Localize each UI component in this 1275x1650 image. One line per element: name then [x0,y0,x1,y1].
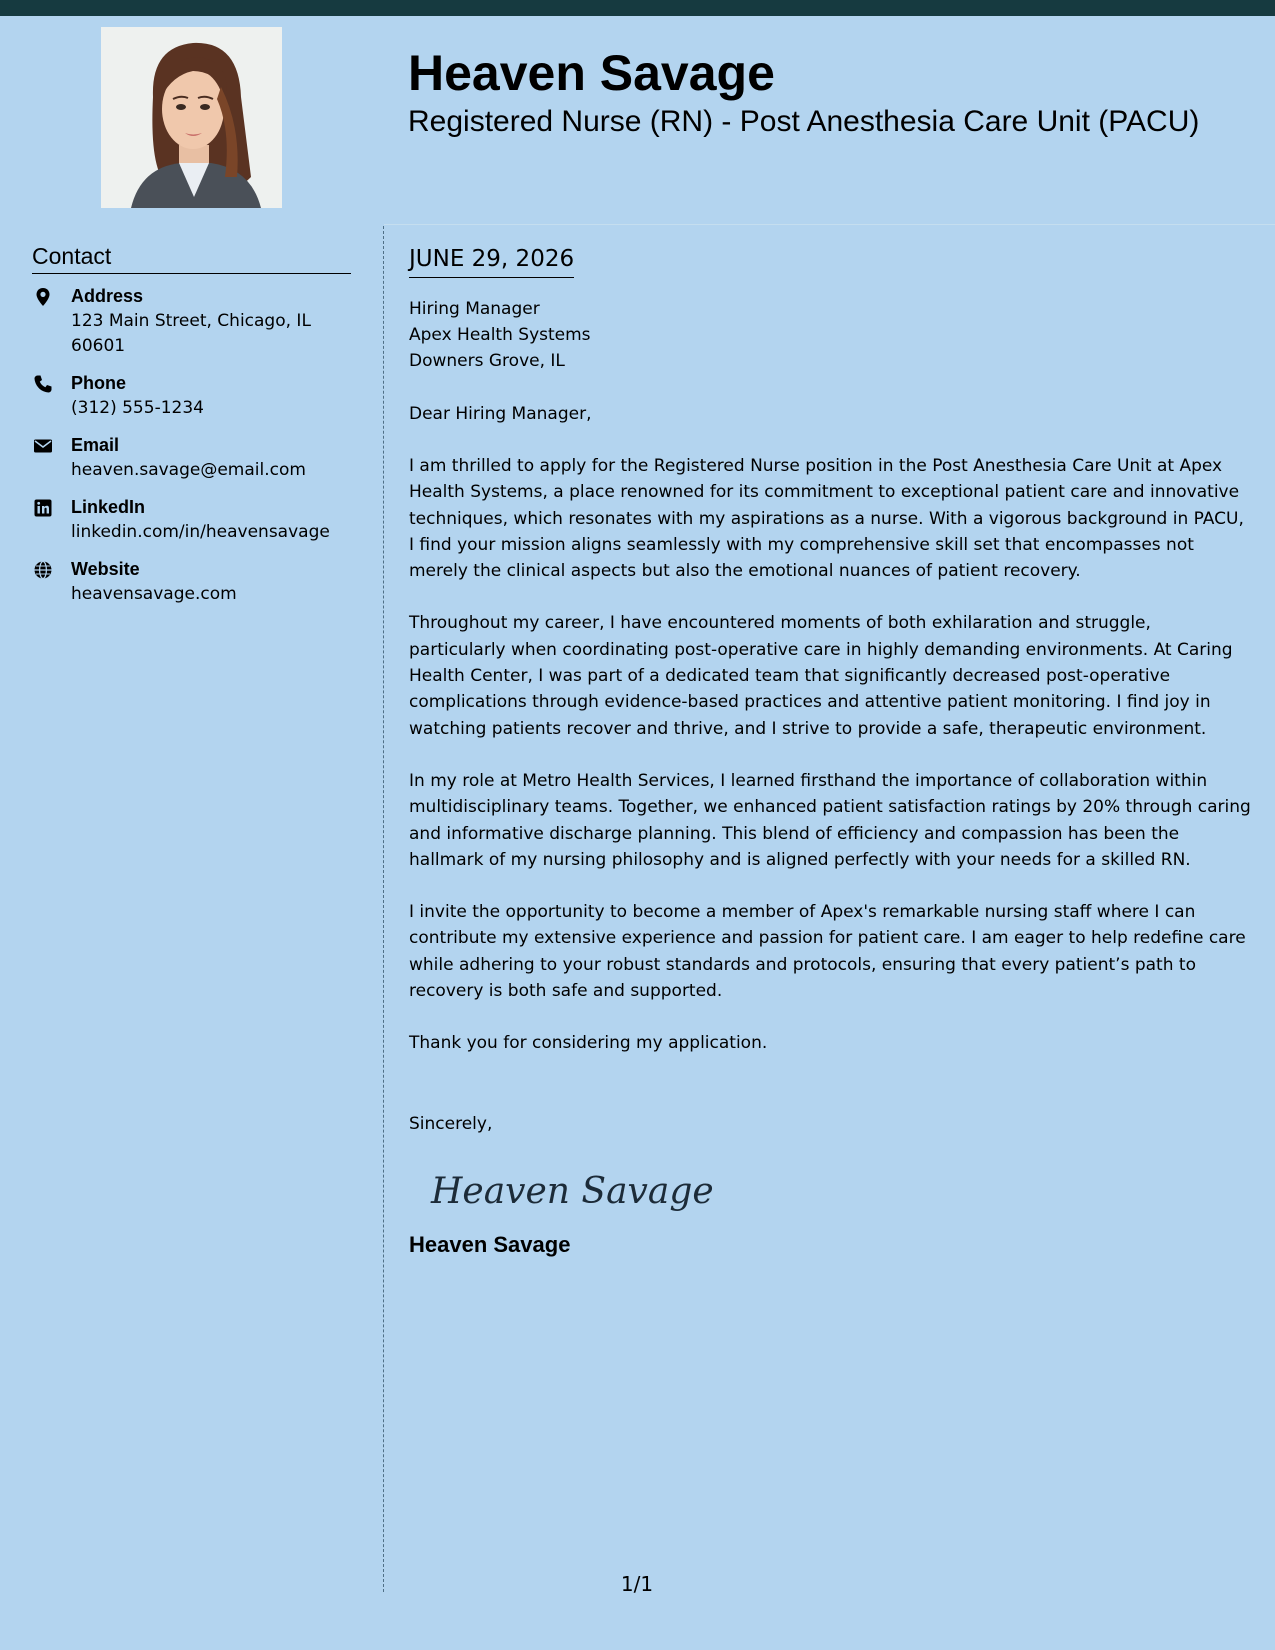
contact-label: Address [71,286,144,306]
phone-icon [33,374,53,394]
cover-letter [409,244,1251,1259]
salutation: Dear Hiring Manager, [409,404,592,424]
body-paragraph: I invite the opportunity to become a member of Apex's remarkable nursing staff where I can contribute my extensive experience and passion for patient care. I am eager to help redefine care while adhering to your robust standards and protocols, ensuring that every patient’s path to recovery is both safe and supported. [409,902,1246,1002]
contact-sidebar [32,241,351,619]
contact-value: 123 Main Street, Chicago, IL 60601 [71,311,311,356]
body-paragraph: In my role at Metro Health Services, I learned firsthand the importance of collaboration within multidisciplinary teams. Together, we enhanced patient satisfaction ratings by 20% through caring and informative discharge planning. This blend of efficiency and compassion has been the hallmark of my nursing philosophy and is aligned perfectly with your needs for a skilled RN. [409,770,1251,870]
contact-item-phone [32,371,351,421]
contact-heading: Contact [32,241,351,274]
recipient-line: Hiring Manager [409,299,540,319]
top-bar [0,0,1275,16]
map-pin-icon [33,287,53,307]
body-paragraph: Throughout my career, I have encountered moments of both exhilaration and struggle, particularly when coordinating post-operative care in highly demanding environments. At Caring Health Center, I was part of a dedicated team that significantly decreased post-operative complications through evidence-based practices and attentive patient monitoring. I find joy in watching patients recover and thrive, and I strive to provide a safe, therapeutic environment. [409,613,1233,739]
contact-label: Website [71,559,140,579]
recipient-line: Apex Health Systems [409,325,591,345]
contact-value: heavensavage.com [71,584,237,604]
signer-name: Heaven Savage [409,1231,571,1257]
envelope-icon [33,436,53,456]
header-name: Heaven Savage [408,45,775,101]
page-number: 1/1 [620,1572,654,1596]
header-title: Registered Nurse (RN) - Post Anesthesia Care Unit (PACU) [408,105,1200,138]
contact-item-linkedin [32,495,351,545]
contact-label: Email [71,435,120,455]
svg-text:Heaven Savage: Heaven Savage [431,1170,714,1212]
recipient-block [409,296,1251,374]
header-divider [384,224,1275,225]
contact-value: (312) 555-1234 [71,398,204,418]
contact-value: heaven.savage@email.com [71,460,306,480]
handwritten-signature [429,1159,714,1219]
recipient-line: Downers Grove, IL [409,351,565,371]
contact-item-address [32,284,351,359]
globe-icon [33,560,53,580]
body-paragraph: Thank you for considering my application. [409,1033,768,1054]
contact-value: linkedin.com/in/heavensavage [71,522,330,542]
letter-date: JUNE 29, 2026 [409,244,574,278]
contact-item-website [32,557,351,607]
linkedin-icon [33,498,53,518]
contact-label: LinkedIn [71,497,146,517]
contact-item-email [32,433,351,483]
closing: Sincerely, [409,1113,493,1134]
column-divider [383,226,384,1592]
contact-label: Phone [71,373,127,393]
profile-photo [101,27,282,208]
body-paragraph: I am thrilled to apply for the Registered Nurse position in the Post Anesthesia Care Unit at Apex Health Systems, a place renowned for its commitment to exceptional patient care and innovative techniques, which resonates with my aspirations as a nurse. With a vigorous background in PACU, I find your mission aligns seamlessly with my comprehensive skill set that encompasses not merely the clinical aspects but also the emotional nuances of patient recovery. [409,456,1244,582]
